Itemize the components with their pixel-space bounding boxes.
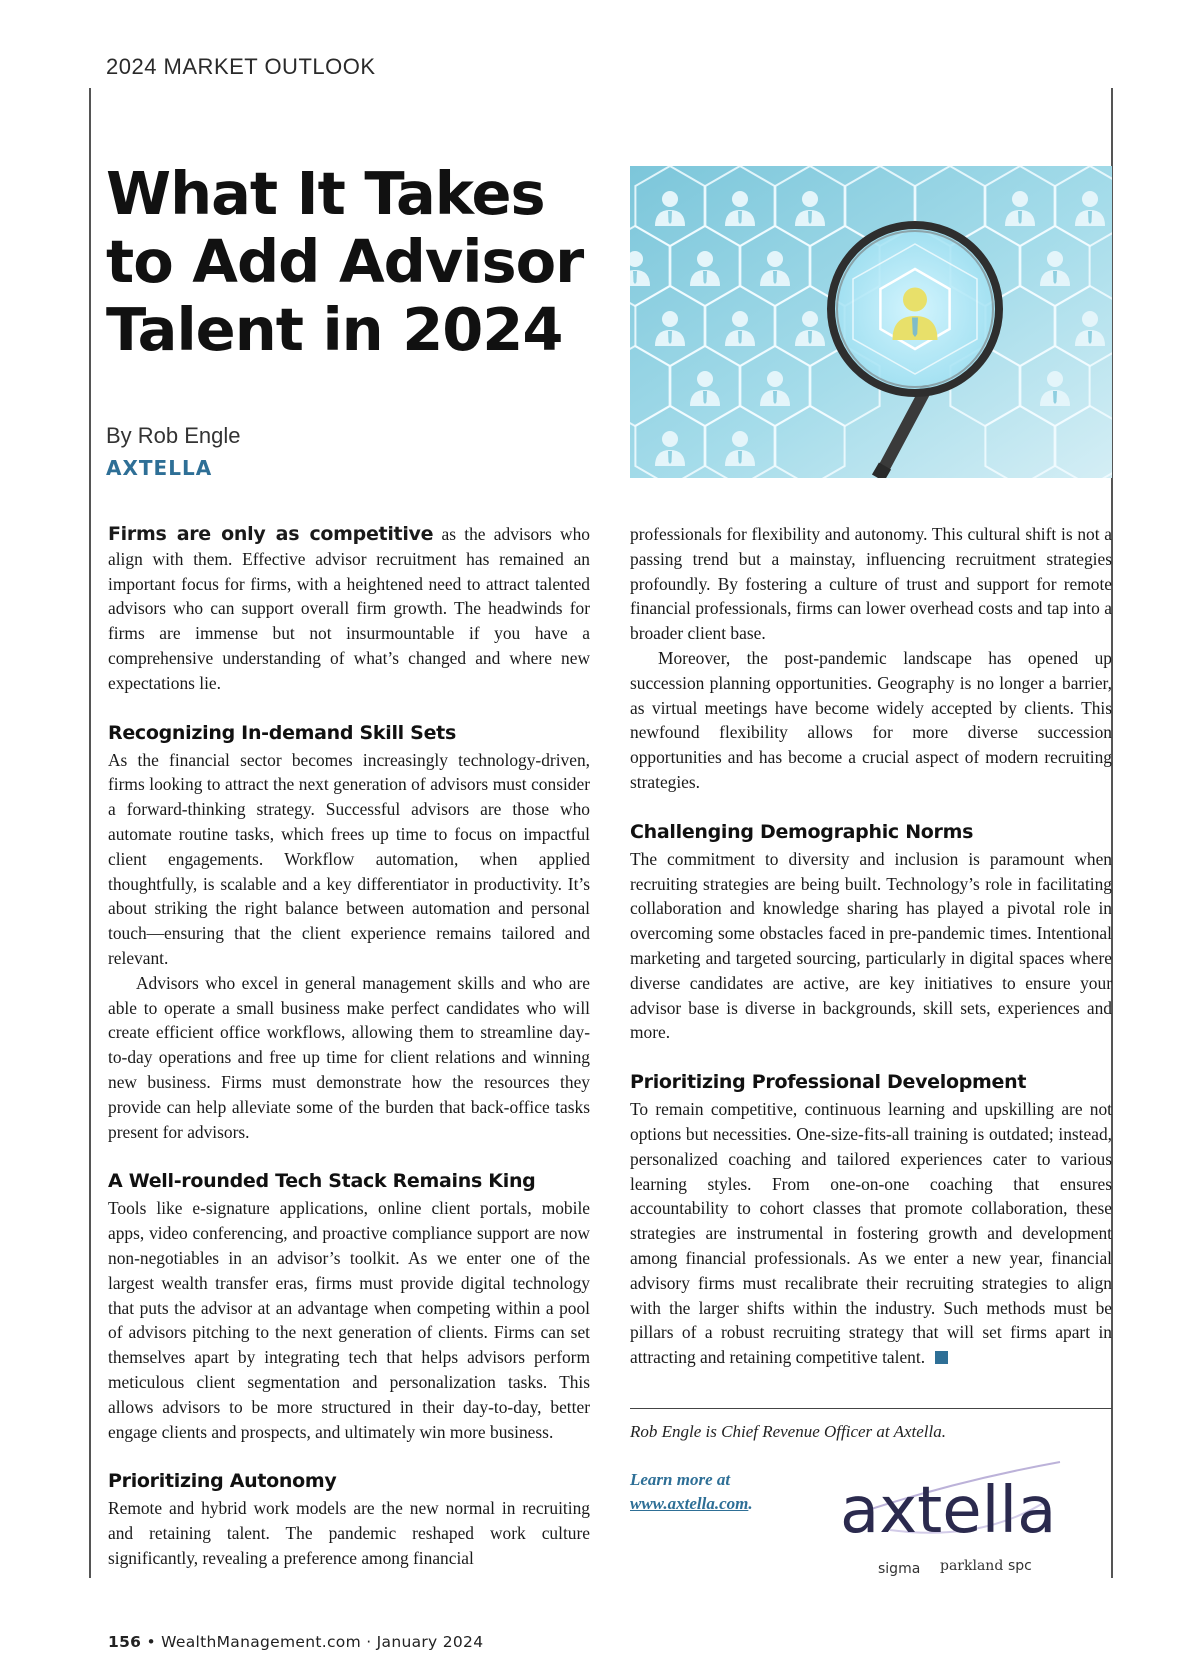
heading-autonomy: Prioritizing Autonomy <box>108 1470 337 1493</box>
heading-demographics: Challenging Demographic Norms <box>630 820 974 843</box>
partner-parkland: parkland <box>940 1558 1004 1574</box>
paragraph-succession: Moreover, the post-pandemic landscape has opened up succession planning opportunities. Geography is no longer a barrier, as virtual meetings have become widely accepted by clients. This newfound flexibility allows for more diverse succession opportunities and has become a crucial aspect of modern recruiting strategies. <box>630 647 1112 792</box>
learn-more-link[interactable]: www.axtella.com <box>630 1494 749 1513</box>
learn-more-period: . <box>748 1494 753 1513</box>
axtella-logo <box>830 1442 1080 1592</box>
bio-divider <box>630 1408 1112 1409</box>
lead-bold: Firms are only as competitive <box>108 523 434 545</box>
article-column-right-content <box>630 522 1112 1370</box>
paragraph-management-skills: Advisors who excel in general management skills and who are able to operate a small business make perfect candidates who will create efficient office workflows, allowing them to streamline day-to-day operations and free up time for client relations and winning new business. Firms must demonstrate how the resources they provide can help alleviate some of the burden that back-office tasks present for advisors. <box>108 972 590 1142</box>
author-company: AXTELLA <box>106 456 213 480</box>
section-header: 2024 MARKET OUTLOOK <box>106 54 376 79</box>
end-mark-icon <box>935 1351 948 1364</box>
lead-text: as the advisors who align with them. Effective advisor recruitment has remained an important focus for firms, with a heightened need to attract talented advisors who can support overall firm growth. The headwinds for firms are immense but not insurmountable if you have a comprehensive understanding of what’s changed and where new expectations lie. <box>108 524 590 693</box>
heading-tech-stack: A Well-rounded Tech Stack Remains King <box>108 1170 536 1193</box>
article-column-left <box>108 522 590 1571</box>
heading-skill-sets: Recognizing In-demand Skill Sets <box>108 721 456 744</box>
page-footer: 156 • WealthManagement.com · January 2024 <box>108 1633 484 1651</box>
left-column-rule <box>89 88 91 1578</box>
publication-info: WealthManagement.com · January 2024 <box>161 1633 484 1651</box>
logo-wordmark: axtella <box>840 1474 1057 1548</box>
partner-sigma: sigma <box>878 1561 921 1577</box>
paragraph-skill-sets: As the financial sector becomes increasingly technology-driven, firms looking to attract the next generation of advisors must consider a forward-thinking strategy. Successful advisors are those who automate routine tasks, which frees up time to focus on impactful client engagements. Workflow automation, when applied thoughtfully, is scalable and a key differentiator in productivity. It’s about striking the right balance between automation and personal touch—ensuring that the client experience remains tailored and relevant. <box>108 749 590 968</box>
page-number: 156 <box>108 1633 142 1651</box>
lead-paragraph <box>108 522 590 696</box>
hero-image <box>630 166 1112 478</box>
paragraph-tech-stack: Tools like e-signature applications, online client portals, mobile apps, video conferencing, and proactive compliance support are now non-negotiables in an advisor’s toolkit. As we enter one of the largest wealth transfer eras, firms must provide digital technology that puts the advisor at an advantage when competing within a pool of advisors pitching to the next generation of clients. Firms can set themselves apart by integrating tech that helps advisors perform meticulous client segmentation and personalization tasks. This allows advisors to be more structured in their day-to-day, better engage clients and prospects, and ultimately win more business. <box>108 1198 590 1442</box>
partner-spc: spc <box>1008 1558 1032 1574</box>
paragraph-professional-development <box>630 1097 1112 1370</box>
learn-more-label: Learn more at <box>630 1470 731 1489</box>
learn-more <box>630 1468 790 1516</box>
article-title: What It Takes to Add Advisor Talent in 2024 <box>106 159 584 364</box>
byline: By Rob Engle <box>106 423 241 448</box>
paragraph-autonomy: Remote and hybrid work models are the new normal in recruiting and retaining talent. The pandemic reshaped work culture significantly, revealing a preference among financial <box>108 1498 590 1568</box>
autonomy-continuation: professionals for flexibility and autonomy. This cultural shift is not a passing trend but a mainstay, influencing recruitment strategies profoundly. By fostering a culture of trust and support for remote financial professionals, firms can lower overhead costs and tap into a broader client base. <box>630 524 1112 644</box>
heading-professional-development: Prioritizing Professional Development <box>630 1071 1027 1094</box>
paragraph-professional-development-text: To remain competitive, continuous learning and upskilling are not options but necessities. One-size-fits-all training is outdated; instead, personalized coaching and tailored experiences cater to various learning styles. From one-on-one coaching that ensures accountability to cohort classes that promote collaboration, these strategies are instrumental in fostering growth and development among financial professionals. As we enter a new year, financial advisory firms must recalibrate their recruiting strategies to align with the larger shifts within the industry. Such methods must be pillars of a robust recruiting strategy that will set firms apart in attracting and retaining competitive talent. <box>630 1099 1112 1368</box>
author-bio: Rob Engle is Chief Revenue Officer at Axtella. <box>630 1422 946 1441</box>
paragraph-demographics: The commitment to diversity and inclusion is paramount when recruiting strategies are being built. Technology’s role in facilitating collaboration and knowledge sharing has played a pivotal role in overcoming some obstacles faced in pre-pandemic times. Intentional marketing and targeted sourcing, particularly in digital spaces where diverse candidates are active, are key initiatives to ensure your advisor base is diverse in backgrounds, skill sets, experiences and more. <box>630 848 1112 1043</box>
